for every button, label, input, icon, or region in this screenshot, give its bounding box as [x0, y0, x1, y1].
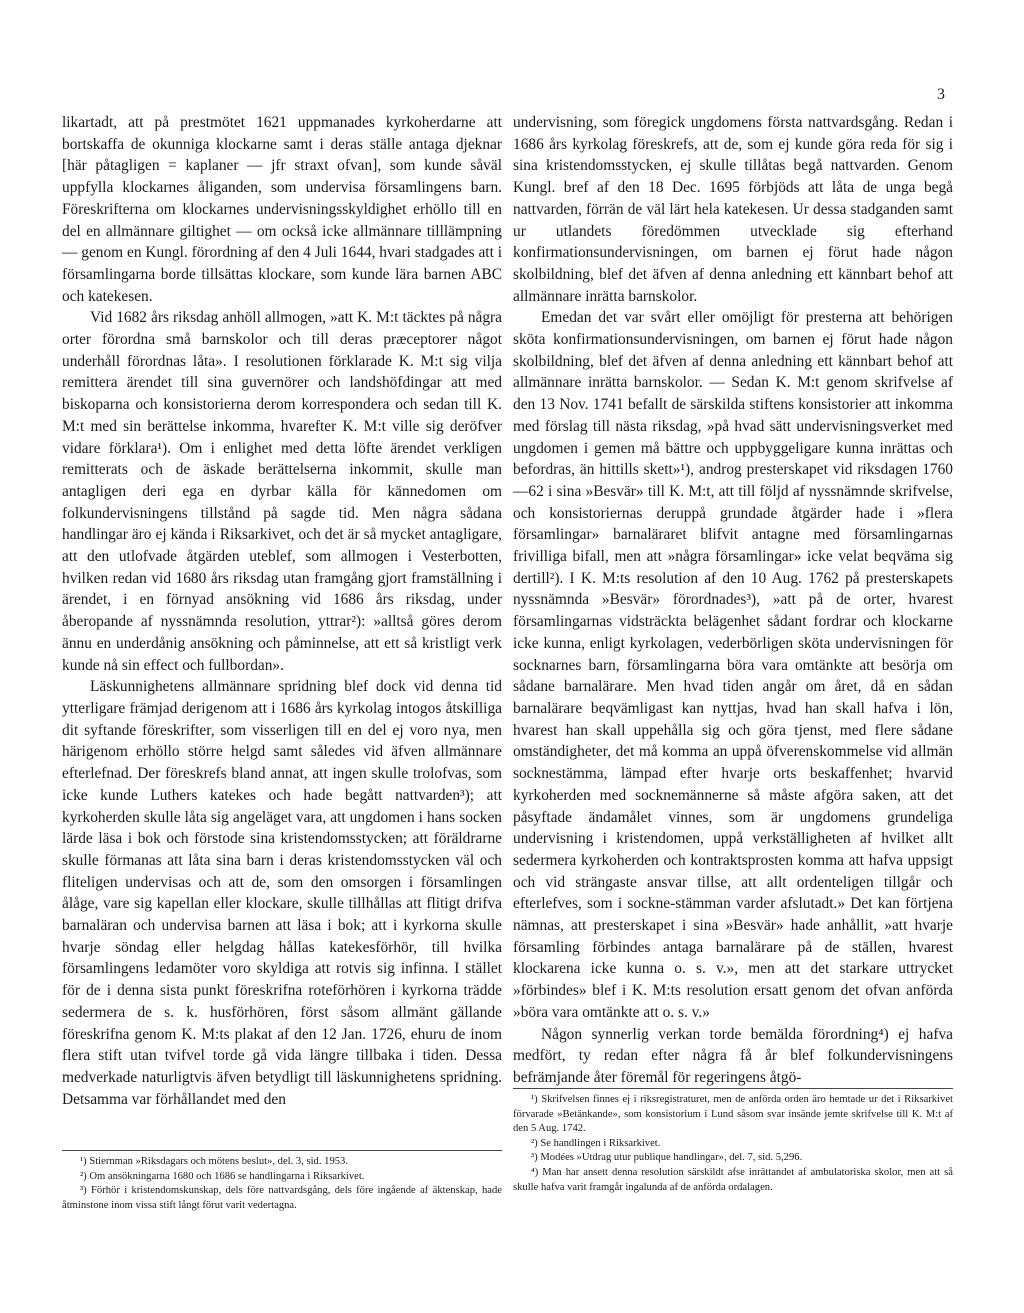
page-number: 3: [937, 86, 945, 103]
right-footnote-3: ³) Modées »Utdrag utur publique handlingar», del. 7, sid. 5,296.: [531, 1152, 803, 1164]
right-paragraph-2: Emedan det var svårt eller omöjligt för presterna att behörigen sköta konfirmationsundervisningen, om barnen ej förut hade någon skolbildning, blef det äfven af denna anledning ett kännbart behof att allmännare inrätta barnskolor. — Sedan K. M:t genom skrifvelse af den 13 Nov. 1741 befallt de särskilda stiftens konsistorier att inkomma med förslag till nästa riksdag, »på hvad sätt undervisningsverket med ungdomen i gemen må bättre och uppbyggeligare kunna inrättas och befordras, än hittills skett»¹), androg presterskapet vid riksdagen 1760—62 i sina »Besvär» till K. M:t, att till följd af nyssnämnde skrifvelse, och konsistoriernas deruppå grundade åtgärder hade i »flera församlingar» barnaläraret blifvit antagne med församlingarnas frivilliga bifall, men att »några församlingar» icke velat beqväma sig dertill²). I K. M:ts resolution af den 10 Aug. 1762 på presterskapets nyssnämnda »Besvär» förordnades³), »att på de orter, hvarest församlingarnas vidsträckta belägenhet sådant fordrar och klockarne icke kunna, enligt kyrkolagen, vederbörligen sköta undervisningen för socknarnes barn, församlingarna böra vara omtänkte att besörja om sådane barnalärare. Men hvad tiden angår om året, då en sådan barnalärare beqvämligast kan nyttjas, hvad han skall hafva i lön, hvarest han skall uppehålla sig och göra tjenst, med flere sådane omständigheter, det må komma an uppå öfverenskommelse vid allmän socknestämma, lämpad efter hvarje orts beskaffenhet; hvarvid kyrkoherden med socknemännerne så måste afgöra saken, att det påsyftade ändamålet vinnes, som är ungdomens grundeliga undervisning i kristendomen, uppå verkställigheten af hvilket allt sedermera kyrkoherden och kontraktsprosten komma att hafva uppsigt och vid strängaste ansvar tillse, att allt ordenteligen tillgår och efterlefves, som i sockne-stämman varder afslutadt.» Det kan förtjena nämnas, att presterskapet i sina »Besvär» hade anhållit, »att hvarje församling förbindes antaga barnalärare på de ställen, hvarest klockarena icke kunna o. s. v.», men att det starkare uttrycket »förbindes» blef i K. M:ts resolution ersatt genom det ofvan anförda »böra vara omtänkte att o. s. v.»: [513, 309, 953, 1021]
right-paragraph-3: Någon synnerlig verkan torde bemälda förordning⁴) ej hafva medfört, ty redan efter några få år blef folkundervisningens befrämjande åter föremål för regeringens åtgö-: [513, 1025, 953, 1086]
left-paragraph-3: Läskunnighetens allmännare spridning blef dock vid denna tid ytterligare främjad derigenom att i 1686 års kyrkolag intogos åtskilliga dit syftande föreskrifter, som visserligen till en del ej voro nya, men härigenom erhöllo större helgd samt således vid äfven allmännare efterlefnad. Der föreskrefs bland annat, att ingen skulle trolofvas, som icke kunde Luthers katekes och hade begått nattvarden³); att kyrkoherden skulle låta sig angeläget vara, att ungdomen i hans socken lärde läsa i bok och förstode sina kristendomsstycken; att föräldrarne skulle förmanas att låta sina barn i deras kristendomsstycken väl och fliteligen undervisas och att de, som den omsorgen i församlingen ålåge, vare sig kapellan eller klockare, skulle tillhållas att flitigt drifva barnaläran och undervisa barnen att läsa i bok; att i kyrkorna skulle hvarje söndag eller helgdag hållas katekesförhör, till hvilka församlingens ledamöter voro skyldiga att rotvis sig infinna. I stället för de i denna sista punkt föreskrifna roteförhören i kyrkorna trädde sedermera de s. k. husförhören, först såsom allmänt gällande föreskrifna genom K. M:ts plakat af den 12 Jan. 1726, ehuru de inom flera stift utan tvifvel torde gå vida längre tillbaka i tiden. Dessa medverkade naturligtvis äfven betydligt till läskunnighetens spridning. Detsamma var förhållandet med den: [62, 678, 502, 1108]
right-footnote-1: ¹) Skrifvelsen finnes ej i riksregistraturet, men de anförda orden äro hemtade ur det i Riksarkivet förvarade »Betänkande», som konsistorium i Lund såsom svar insände jemte skrifvelse till K. M:t af den 5 Aug. 1742.: [513, 1094, 953, 1135]
right-column: [513, 112, 953, 1089]
left-footnote-2: ²) Om ansökningarna 1680 och 1686 se handlingarna i Riksarkivet.: [80, 1170, 365, 1182]
right-footnote-4: ⁴) Man har ansett denna resolution särskildt afse inrättandet af ambulatoriska skolor, men att så skulle hafva varit framgår ingalunda af de anförda ordalagen.: [513, 1166, 953, 1193]
right-paragraph-1: undervisning, som föregick ungdomens första nattvardsgång. Redan i 1686 års kyrkolag föreskrefs, att de, som ej kunde göra reda för sig i sina kristendomsstycken, ej skulle tillåtas begå nattvarden. Genom Kungl. bref af den 18 Dec. 1695 förbjöds att låta de unga begå nattvarden, förrän de väl lärt hela katekesen. Ur dessa stadganden samt ur utlandets föredömmen utvecklade sig efterhand konfirmationsundervisningen, om barnen ej förut hade någon skolbildning, blef det äfven af denna anledning ett kännbart behof att allmännare inrätta barnskolor.: [513, 114, 953, 305]
left-paragraph-2: Vid 1682 års riksdag anhöll allmogen, »att K. M:t täcktes på några orter förordna små barnskolor och till deras præceptorer något underhåll förordnas låta». I resolutionen förklarade K. M:t sig vilja remittera ärendet till sina guvernörer och landshöfdingar att med biskoparna och konsistorierna derom korrespondera och sedan till K. M:t med sin berättelse inkomma, hvarefter K. M:t ville sig deröfver vidare förklara¹). Om i enlighet med detta löfte ärendet verkligen remitterats och de äskade berättelserna inkommit, skulle man antagligen deri ega en dyrbar källa för kännedomen om folkundervisningens tillstånd på sagde tid. Men några sådana handlingar äro ej kända i Riksarkivet, och det är så mycket antagligare, att den utlofvade åtgärden uteblef, som allmogen i Vesterbotten, hvilken redan vid 1680 års riksdag utan framgång gjort framställning i ärendet, i en förnyad ansökning vid 1686 års riksdag, under åberopande af nyssnämnda resolution, yttrar²): »alltså göres derom ännu en underdånig ansökning och påminnelse, att ett så kristligt verk kunde nå sin effect och fullbordan».: [62, 309, 502, 674]
right-footnote-2: ²) Se handlingen i Riksarkivet.: [531, 1137, 661, 1149]
left-paragraph-1: likartadt, att på prestmötet 1621 uppmanades kyrkoherdarne att bortskaffa de okunniga klockarne samt i deras ställe antaga djeknar [här påtagligen = kaplaner — jfr straxt ofvan], som kunde såväl uppfylla klockarnes åliganden, som undervisa församlingens barn. Föreskrifterna om klockarnes undervisningsskyldighet erhöllo till en del en allmännare giltighet — om också icke allmännare tilllämpning — genom en Kungl. förordning af den 4 Juli 1644, hvari stadgades att i församlingarna borde tillsättas klockare, som kunde lära barnen ABC och katekesen.: [62, 114, 502, 305]
left-footnote-3: ³) Förhör i kristendomskunskap, dels före nattvardsgång, dels före ingående af äktenskap, hade åtminstone inom vissa stift långt förut varit vedertagna.: [62, 1185, 502, 1211]
left-column: [62, 112, 502, 1110]
left-footnotes: [62, 1150, 502, 1213]
right-footnotes: [513, 1088, 953, 1195]
left-footnote-1: ¹) Stiernman »Riksdagars och mötens beslut», del. 3, sid. 1953.: [80, 1156, 348, 1167]
